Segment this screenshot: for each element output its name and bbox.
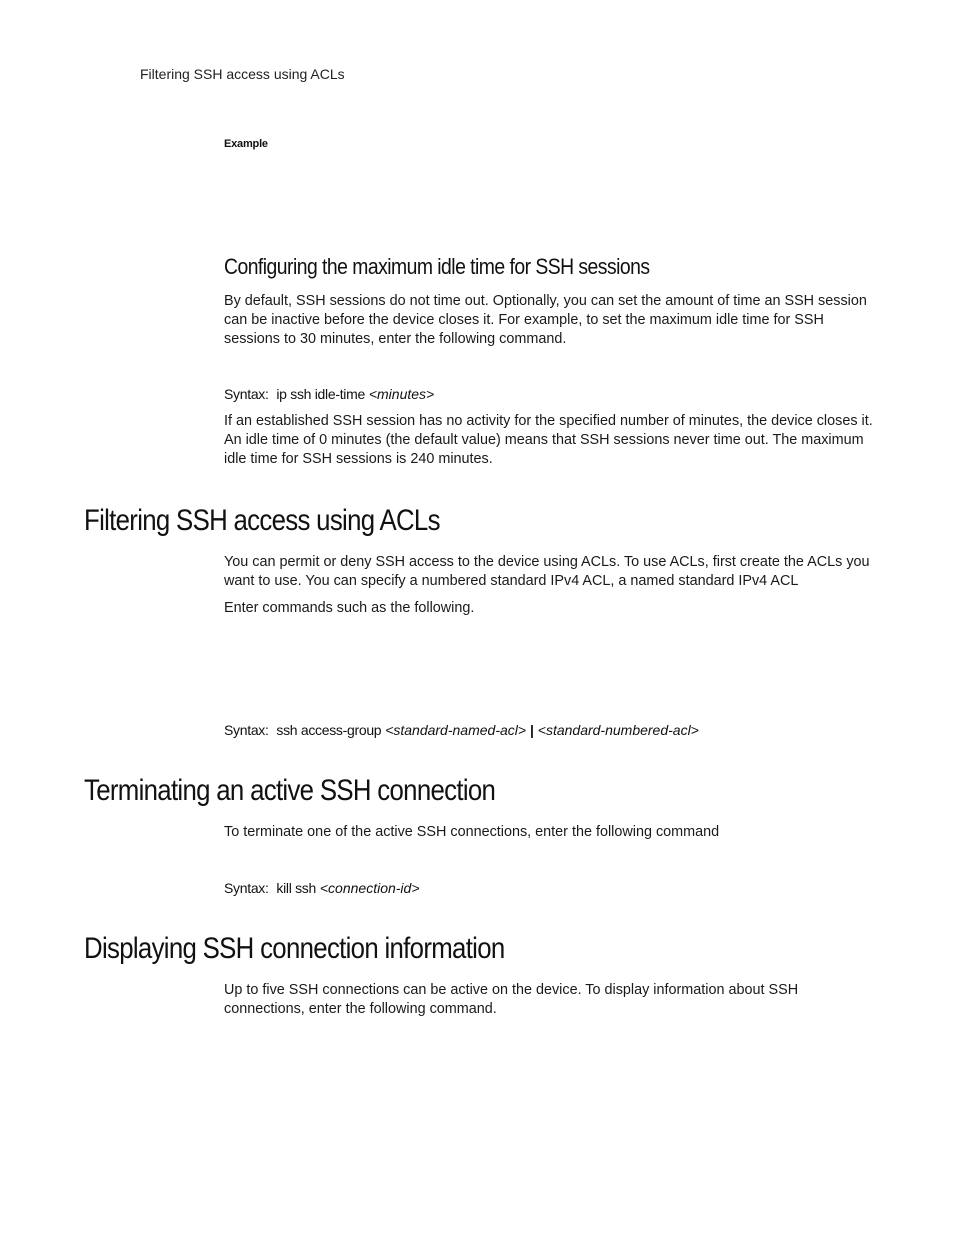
acl-syntax	[224, 722, 699, 738]
terminate-syntax	[224, 880, 420, 896]
syntax-command: kill ssh	[276, 880, 316, 896]
syntax-label: Syntax:	[224, 880, 269, 896]
example-label: Example	[224, 138, 268, 150]
syntax-argument-numbered: <standard-numbered-acl>	[537, 722, 699, 738]
syntax-argument: <connection-id>	[319, 880, 420, 896]
idle-time-heading: Configuring the maximum idle time for SSH sessions	[224, 254, 650, 279]
syntax-label: Syntax:	[224, 386, 269, 402]
acl-heading: Filtering SSH access using ACLs	[84, 504, 440, 537]
display-heading: Displaying SSH connection information	[84, 932, 505, 965]
syntax-command: ip ssh idle-time	[276, 386, 365, 402]
idle-time-detail: If an established SSH session has no activity for the specified number of minutes, the device closes it. An idle time of 0 minutes (the default value) means that SSH sessions never time out. The maximum idle time for SSH sessions is 240 minutes.	[224, 413, 873, 467]
terminate-heading: Terminating an active SSH connection	[84, 774, 496, 807]
acl-instruction: Enter commands such as the following.	[224, 600, 475, 616]
syntax-argument-named: <standard-named-acl>	[385, 722, 527, 738]
syntax-argument: <minutes>	[368, 386, 435, 402]
acl-intro: You can permit or deny SSH access to the device using ACLs. To use ACLs, first create the ACLs you want to use. You can specify a numbered standard IPv4 ACL, a named standard IPv4 ACL	[224, 554, 870, 589]
display-intro: Up to five SSH connections can be active on the device. To display information about SSH connections, enter the following command.	[224, 982, 799, 1017]
syntax-separator: |	[529, 722, 534, 738]
syntax-label: Syntax:	[224, 722, 269, 738]
idle-time-syntax	[224, 386, 434, 402]
running-header: Filtering SSH access using ACLs	[140, 66, 345, 82]
syntax-command: ssh access-group	[276, 722, 382, 738]
terminate-intro: To terminate one of the active SSH connections, enter the following command	[224, 824, 720, 840]
idle-time-intro: By default, SSH sessions do not time out. Optionally, you can set the amount of time an SSH session can be inactive before the device closes it. For example, to set the maximum idle time for SSH sessions to 30 minutes, enter the following command.	[224, 293, 867, 347]
